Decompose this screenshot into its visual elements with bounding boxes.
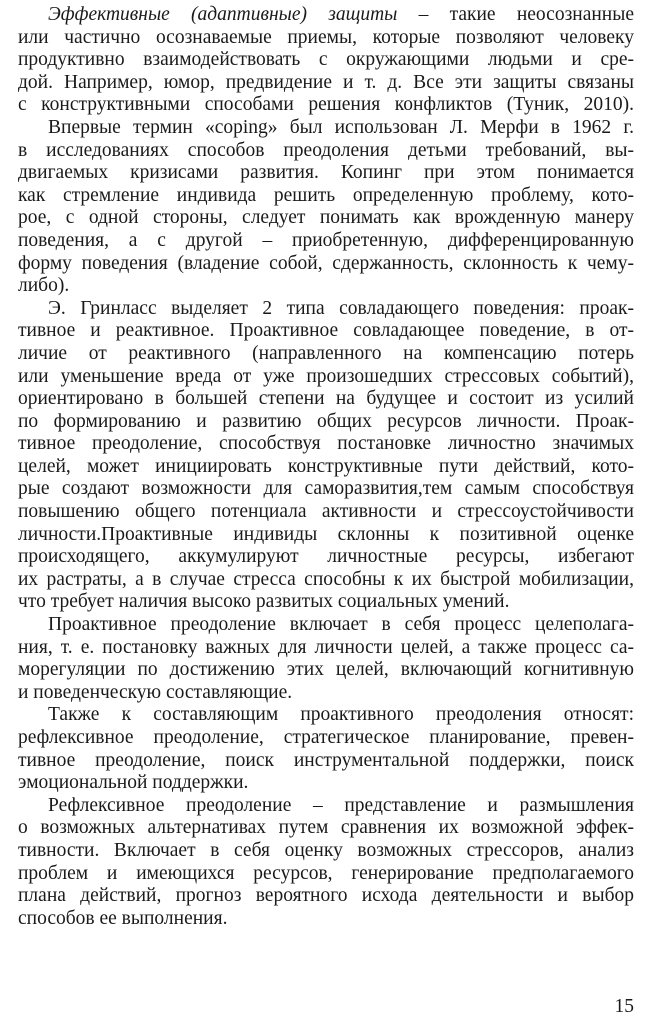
text-line: Э. Гринласс выделяет 2 типа совладающего поведения: проак- xyxy=(48,297,634,319)
text-line: их растраты, а в случае стресса способны к их быстрой мобилизации, xyxy=(18,568,634,590)
text-line: Эффективные (адаптивные) защиты – такие неосознанные xyxy=(48,4,634,25)
text-line: повышению общего потенциала активности и стрессоустойчивости xyxy=(18,501,634,523)
text-line: форму поведения (владение собой, сдержанность, склонность к чему- xyxy=(18,252,634,274)
text-line: ния, т. е. постановку важных для личности целей, а также процесс са- xyxy=(18,636,634,658)
paragraph xyxy=(18,4,634,117)
text-line: тивное преодоление, способствуя постановке личностно значимых xyxy=(18,433,634,455)
text-line: эмоциональной поддержки. xyxy=(18,772,249,794)
emphasized-term: Эффективные (адаптивные) защиты xyxy=(48,4,398,25)
text-line: способов ее выполнения. xyxy=(18,907,228,929)
text-line: личности.Проактивные индивиды склонны к позитивной оценке xyxy=(18,523,634,545)
text-line: Рефлексивное преодоление – представление и размышления xyxy=(48,794,634,816)
text-line: Также к составляющим проактивного преодоления относят: xyxy=(48,704,634,726)
text-line: происходящего, аккумулируют личностные ресурсы, избегают xyxy=(18,546,634,568)
text-line: Впервые термин «coping» был использован Л. Мерфи в 1962 г. xyxy=(48,116,634,138)
text-line: плана действий, прогноз вероятного исхода деятельности и выбор xyxy=(18,885,634,907)
text-line: рое, с одной стороны, следует понимать как врожденную манеру xyxy=(18,207,634,229)
text-line: рефлексивное преодоление, стратегическое планирование, превен- xyxy=(18,727,634,748)
text-line: по формированию и развитию общих ресурсов личности. Проак- xyxy=(18,410,634,432)
text-line: целей, может инициировать конструктивные пути действий, кото- xyxy=(18,455,634,477)
paragraph xyxy=(18,704,634,794)
text-line: рые создают возможности для саморазвития,тем самым способствуя xyxy=(18,478,634,500)
text-line: личие от реактивного (направленного на компенсацию потерь xyxy=(18,342,634,364)
paragraph xyxy=(18,795,634,931)
text-line: Проактивное преодоление включает в себя процесс целеполага- xyxy=(48,614,634,636)
text-line: о возможных альтернативах путем сравнения их возможной эффек- xyxy=(18,817,634,839)
text-line: либо). xyxy=(18,275,70,297)
text-line: в исследованиях способов преодоления детьми требований, вы- xyxy=(18,139,634,161)
page-number: 15 xyxy=(614,996,634,1017)
text-line: морегуляции по достижению этих целей, включающий когнитивную xyxy=(18,659,634,681)
paragraph xyxy=(18,298,634,614)
text-line: или уменьшение вреда от уже произошедших стрессовых событий), xyxy=(18,365,634,387)
paragraph xyxy=(18,117,634,298)
text-line: с конструктивными способами решения конфликтов (Туник, 2010). xyxy=(18,94,634,116)
text-line: дой. Например, юмор, предвидение и т. д. Все эти защиты связаны xyxy=(18,71,634,93)
text-line: как стремление индивида решить определенную проблему, кото- xyxy=(18,184,634,206)
text-line: тивное и реактивное. Проактивное совладающее поведение, в от- xyxy=(18,320,634,342)
text-line: двигаемых кризисами развития. Копинг при этом понимается xyxy=(18,162,634,184)
page-body xyxy=(18,4,634,930)
text-line: тивное преодоление, поиск инструментальной поддержки, поиск xyxy=(18,749,634,771)
text-line: или частично осознаваемые приемы, которые позволяют человеку xyxy=(18,26,634,48)
text-line: и поведенческую составляющие. xyxy=(18,681,293,703)
text-line: тивности. Включает в себя оценку возможных стрессоров, анализ xyxy=(18,839,634,861)
paragraph xyxy=(18,614,634,704)
text-line: что требует наличия высоко развитых социальных умений. xyxy=(18,591,510,613)
text-line: ориентировано в большей степени на будущее и состоит из усилий xyxy=(18,388,634,410)
text-line: проблем и имеющихся ресурсов, генерирование предполагаемого xyxy=(18,862,634,884)
text-line: продуктивно взаимодействовать с окружающими людьми и сре- xyxy=(18,49,634,71)
text-line: поведения, а с другой – приобретенную, дифференцированную xyxy=(18,229,634,251)
